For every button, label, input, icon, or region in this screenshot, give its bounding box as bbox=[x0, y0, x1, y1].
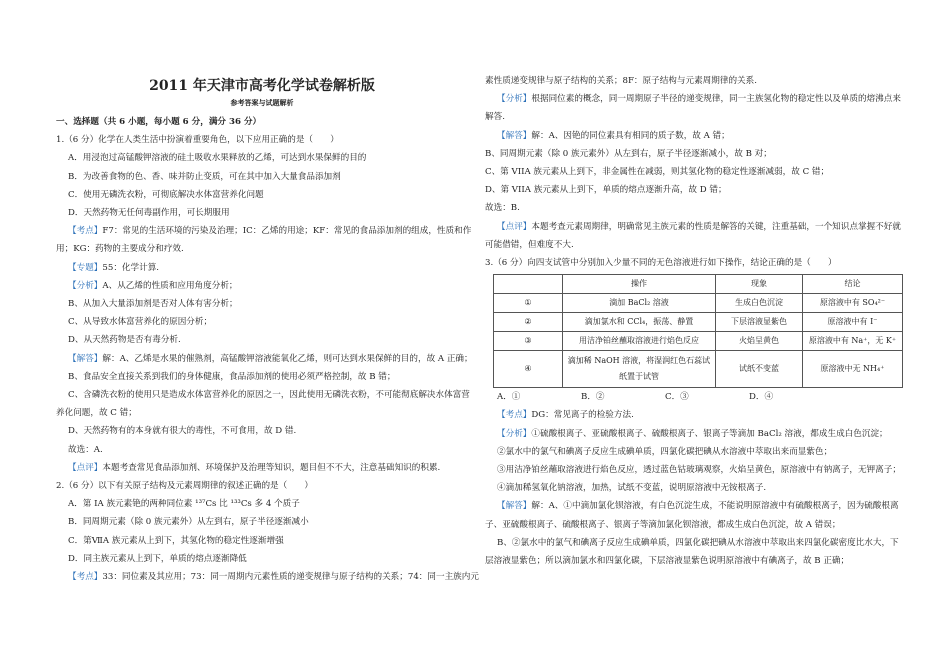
kaodian-tag: 【考点】 bbox=[497, 410, 532, 421]
q1-jieda-c2: 养化问题，故 C 错； bbox=[56, 408, 137, 419]
q2-option-d: D．同主族元素从上到下，单质的熔点逐渐降低 bbox=[68, 553, 247, 564]
q1-jieda bbox=[56, 350, 473, 368]
q3-fenxi-3: ③用洁净铂丝蘸取溶液进行焰色反应，透过蓝色钴玻璃观察，火焰呈黄色，原溶液中有钠离子，无钾离子； bbox=[497, 465, 901, 476]
jieda-tag: 【解答】 bbox=[68, 353, 103, 364]
q1-jieda-d: D、天然药物有的本身就有很大的毒性，不可食用，故 D 错. bbox=[68, 426, 297, 437]
table-header-row bbox=[494, 275, 903, 294]
q1-option-c: C．使用无磷洗衣粉，可彻底解决水体富营养化问题 bbox=[68, 189, 264, 200]
q3-jieda bbox=[485, 497, 897, 515]
q1-jieda-b: B、食品安全直接关系到我们的身体健康，食品添加剂的使用必须严格控制，故 B 错； bbox=[68, 371, 396, 382]
q3-option-b: B．② bbox=[581, 392, 605, 403]
q1-jieda-a: 解：A、乙烯是水果的催熟剂，高锰酸钾溶液能氧化乙烯，则可达到水果保鲜的目的，故 A 正确； bbox=[102, 353, 473, 364]
table-row bbox=[494, 351, 903, 388]
q2-dianping-text: 本题考查元素周期律，明确常见主族元素的性质是解答的关键，注重基础，一个知识点掌握不好就 bbox=[531, 221, 901, 232]
q3-fenxi bbox=[485, 425, 897, 443]
q3-jieda-a2: 子、亚硫酸根离子、硫酸根离子、银离子等滴加氯化钡溶液，都成生成白色沉淀，故 A 错误； bbox=[485, 519, 841, 530]
table-cell: 滴加氯水和 CCl₄，振荡、静置 bbox=[563, 313, 716, 332]
q1-stem: 1.（6 分）化学在人类生活中扮演着重要角色，以下应用正确的是（ ） bbox=[56, 135, 339, 146]
page-subtitle: 参考答案与试题解析 bbox=[230, 98, 294, 107]
q2-option-b: B．同周期元素（除 0 族元素外）从左到右，原子半径逐渐减小 bbox=[68, 517, 309, 528]
q3-kaodian bbox=[485, 406, 897, 424]
q2-fenxi-text: 根据同位素的概念，同一周期原子半径的递变规律，同一主族氢化物的稳定性以及单质的熔沸点来 bbox=[531, 94, 901, 105]
q2-jieda-c: C、第 VIIA 族元素从上到下，非金属性在减弱，则其氢化物的稳定性逐渐减弱，故 C 错； bbox=[485, 167, 830, 178]
q3-table bbox=[493, 274, 903, 388]
q2-fenxi bbox=[485, 90, 901, 108]
q1-jieda-c1: C、含磷洗衣粉的使用只是造成水体富营养化的原因之一，因此使用无磷洗衣粉，不可能彻底解决水体富营 bbox=[68, 390, 470, 401]
q2-dianping-cont: 可能借错，但难度不大. bbox=[485, 239, 574, 250]
q2-option-c: C．第ⅦA 族元素从上到下，其氢化物的稳定性逐渐增强 bbox=[68, 535, 284, 546]
section-heading: 一、选择题（共 6 小题，每小题 6 分，满分 36 分） bbox=[56, 117, 262, 127]
q3-option-c: C．③ bbox=[665, 392, 689, 403]
left-column bbox=[56, 0, 479, 586]
table-cell: 生成白色沉淀 bbox=[716, 294, 803, 313]
q1-fenxi-a: A、从乙烯的性质和应用角度分析； bbox=[102, 280, 238, 291]
q1-kaodian-cont: 用；KG：药物的主要成分和疗效. bbox=[56, 244, 184, 255]
q1-option-b: B．为改善食物的色、香、味并防止变质，可在其中加入大量食品添加剂 bbox=[68, 171, 341, 182]
q1-answer: 故选：A. bbox=[68, 444, 103, 455]
zhuanti-tag: 【专题】 bbox=[68, 262, 103, 273]
table-cell: 用洁净铂丝蘸取溶液进行焰色反应 bbox=[563, 332, 716, 351]
q3-jieda-a1: 解：A、①中滴加氯化钡溶液，有白色沉淀生成，不能说明原溶液中有硫酸根离子，因为硫酸根离 bbox=[531, 501, 899, 512]
q3-fenxi-1: ①硫酸根离子、亚硫酸根离子、硫酸根离子、银离子等滴加 BaCl₂ 溶液，都成生成白色沉淀； bbox=[531, 428, 888, 439]
q1-kaodian-text: F7：常见的生活环境的污染及治理；IC：乙烯的用途；KF：常见的食品添加剂的组成，性质和作 bbox=[102, 226, 472, 237]
page-title: 2011 年天津市高考化学试卷解析版 bbox=[149, 78, 375, 94]
q1-fenxi-b: B、从加入大量添加剂是否对人体有害分析； bbox=[68, 299, 238, 310]
q2-jieda-d: D、第 VIIA 族元素从上到下，单质的熔点逐渐升高，故 D 错； bbox=[485, 185, 727, 196]
q2-answer: 故选：B. bbox=[485, 203, 520, 214]
q2-kaodian-text: 33：同位素及其应用；73：同一周期内元素性质的递变规律与原子结构的关系；74：同一主族内元 bbox=[102, 572, 479, 583]
table-cell: 试纸不变蓝 bbox=[716, 351, 803, 388]
table-row bbox=[494, 294, 903, 313]
table-cell: 下层溶液显紫色 bbox=[716, 313, 803, 332]
jieda-tag: 【解答】 bbox=[497, 501, 532, 512]
table-cell: 原溶液中有 I⁻ bbox=[803, 313, 903, 332]
table-cell: 原溶液中无 NH₄⁺ bbox=[803, 351, 903, 388]
kaodian-tag: 【考点】 bbox=[68, 572, 103, 583]
q2-stem: 2.（6 分）以下有关原子结构及元素周期律的叙述正确的是（ ） bbox=[56, 481, 314, 492]
q2-jieda-b: B、同周期元素（除 0 族元素外）从左到右，原子半径逐渐减小，故 B 对； bbox=[485, 148, 772, 159]
table-cell: 滴加 BaCl₂ 溶液 bbox=[563, 294, 716, 313]
table-row bbox=[494, 332, 903, 351]
q3-option-d: D．④ bbox=[749, 392, 774, 403]
q2-dianping bbox=[485, 218, 901, 236]
q3-option-a: A．① bbox=[497, 392, 521, 403]
q3-jieda-b1: B、②氯水中的氯气和碘离子反应生成碘单质，四氯化碳把碘从水溶液中萃取出来四氯化碳密度比水大，下 bbox=[497, 537, 899, 548]
fenxi-tag: 【分析】 bbox=[497, 428, 532, 439]
q2-kaodian bbox=[56, 568, 479, 586]
table-cell: ③ bbox=[494, 332, 563, 351]
q1-option-a: A．用浸泡过高锰酸钾溶液的硅土吸收水果释放的乙烯，可达到水果保鲜的目的 bbox=[68, 153, 367, 164]
q1-zhuanti bbox=[56, 259, 468, 277]
q3-fenxi-2: ②氯水中的氯气和碘离子反应生成碘单质，四氯化碳把碘从水溶液中萃取出来而显紫色； bbox=[497, 446, 833, 457]
q2-jieda bbox=[485, 127, 897, 145]
table-cell: 滴加稀 NaOH 溶液，将湿润红色石蕊试纸置于试管 bbox=[563, 351, 716, 388]
q1-option-d: D．天然药物无任何毒副作用，可长期服用 bbox=[68, 208, 230, 219]
q3-jieda-b2: 层溶液显紫色；所以滴加氯水和四氯化碳，下层溶液显紫色说明原溶液中有碘离子，故 B 正确； bbox=[485, 556, 850, 567]
table-cell: ② bbox=[494, 313, 563, 332]
table-row bbox=[494, 313, 903, 332]
fenxi-tag: 【分析】 bbox=[497, 94, 532, 105]
table-header-cell: 操作 bbox=[563, 275, 716, 294]
q1-zhuanti-text: 55：化学计算. bbox=[102, 262, 160, 273]
right-column bbox=[485, 72, 901, 570]
q3-stem: 3.（6 分）向四支试管中分别加入少量不同的无色溶液进行如下操作，结论正确的是（ ） bbox=[485, 258, 837, 269]
table-cell: ④ bbox=[494, 351, 563, 388]
q1-fenxi-c: C、从导致水体富营养化的原因分析； bbox=[68, 317, 213, 328]
q3-options bbox=[485, 388, 897, 406]
jieda-tag: 【解答】 bbox=[497, 130, 532, 141]
table-header-cell: 结论 bbox=[803, 275, 903, 294]
table-header-cell bbox=[494, 275, 563, 294]
table-cell: ① bbox=[494, 294, 563, 313]
table-cell: 火焰呈黄色 bbox=[716, 332, 803, 351]
table-cell: 原溶液中有 Na⁺，无 K⁺ bbox=[803, 332, 903, 351]
q1-dianping-text: 本题考查常见食品添加剂、环境保护及治理等知识，题目但不不大，注意基础知识的积累. bbox=[102, 462, 441, 473]
kaodian-tag: 【考点】 bbox=[68, 226, 103, 237]
q1-kaodian bbox=[56, 222, 472, 240]
q2-fenxi-cont: 解答. bbox=[485, 112, 505, 123]
fenxi-tag: 【分析】 bbox=[68, 280, 103, 291]
q1-fenxi-d: D、从天然药物是否有毒分析. bbox=[68, 335, 181, 346]
q2-kaodian-cont: 素性质递变规律与原子结构的关系；8F：原子结构与元素周期律的关系. bbox=[485, 76, 757, 86]
dianping-tag: 【点评】 bbox=[68, 462, 103, 473]
q1-fenxi bbox=[56, 277, 468, 295]
q3-kaodian-text: DG：常见离子的检验方法. bbox=[531, 410, 634, 421]
q2-option-a: A．第 IA 族元素铯的两种同位素 ¹³⁷Cs 比 ¹³³Cs 多 4 个质子 bbox=[68, 499, 300, 510]
q3-fenxi-4: ④滴加稀氢氧化钠溶液，加热，试纸不变蓝，说明原溶液中无铵根离子. bbox=[497, 483, 767, 494]
dianping-tag: 【点评】 bbox=[497, 221, 532, 232]
table-header-cell: 现象 bbox=[716, 275, 803, 294]
q1-dianping bbox=[56, 459, 468, 477]
q2-jieda-a: 解：A、因铯的同位素具有相同的质子数，故 A 错； bbox=[531, 130, 730, 141]
table-cell: 原溶液中有 SO₄²⁻ bbox=[803, 294, 903, 313]
